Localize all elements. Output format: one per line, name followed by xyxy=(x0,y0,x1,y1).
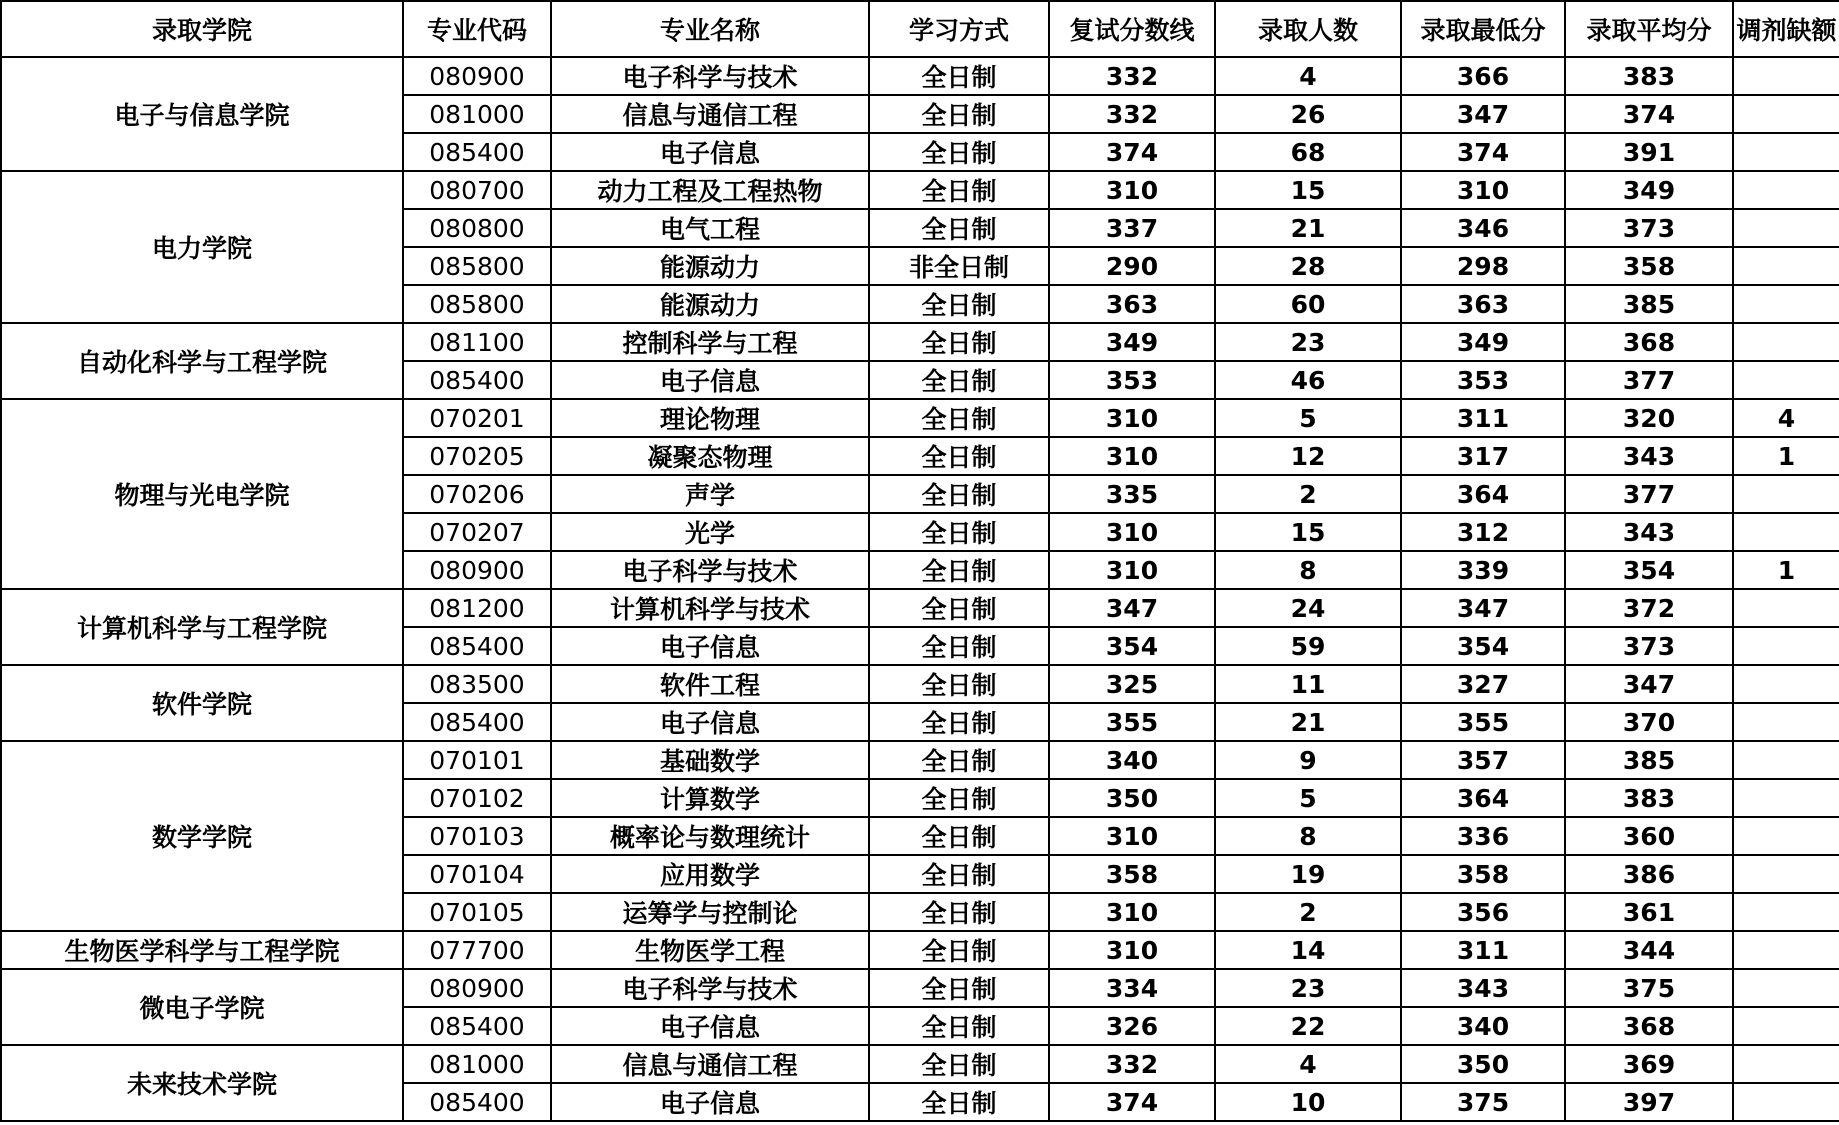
retest-cutoff-cell: 363 xyxy=(1049,285,1215,323)
retest-cutoff-cell: 335 xyxy=(1049,475,1215,513)
study-mode-cell: 全日制 xyxy=(869,361,1049,399)
admitted-count-cell: 12 xyxy=(1215,437,1401,475)
avg-score-cell: 374 xyxy=(1565,95,1733,133)
retest-cutoff-cell: 332 xyxy=(1049,57,1215,95)
major-code-cell: 080900 xyxy=(403,57,551,95)
retest-cutoff-cell: 310 xyxy=(1049,171,1215,209)
transfer-vacancy-cell xyxy=(1733,171,1839,209)
retest-cutoff-cell: 350 xyxy=(1049,779,1215,817)
study-mode-cell: 全日制 xyxy=(869,513,1049,551)
major-name-cell: 应用数学 xyxy=(551,855,869,893)
college-cell: 数学学院 xyxy=(1,741,403,931)
admitted-count-cell: 8 xyxy=(1215,551,1401,589)
major-code-cell: 081000 xyxy=(403,95,551,133)
transfer-vacancy-cell xyxy=(1733,209,1839,247)
retest-cutoff-cell: 340 xyxy=(1049,741,1215,779)
header-major-code: 专业代码 xyxy=(403,1,551,57)
major-code-cell: 085400 xyxy=(403,133,551,171)
retest-cutoff-cell: 353 xyxy=(1049,361,1215,399)
study-mode-cell: 全日制 xyxy=(869,209,1049,247)
min-score-cell: 364 xyxy=(1401,475,1565,513)
min-score-cell: 311 xyxy=(1401,931,1565,969)
retest-cutoff-cell: 349 xyxy=(1049,323,1215,361)
table-body xyxy=(1,57,1839,1121)
min-score-cell: 310 xyxy=(1401,171,1565,209)
avg-score-cell: 383 xyxy=(1565,779,1733,817)
study-mode-cell: 全日制 xyxy=(869,171,1049,209)
transfer-vacancy-cell xyxy=(1733,665,1839,703)
avg-score-cell: 354 xyxy=(1565,551,1733,589)
table-row xyxy=(1,741,1839,779)
admitted-count-cell: 60 xyxy=(1215,285,1401,323)
admitted-count-cell: 15 xyxy=(1215,513,1401,551)
avg-score-cell: 385 xyxy=(1565,741,1733,779)
transfer-vacancy-cell xyxy=(1733,247,1839,285)
retest-cutoff-cell: 347 xyxy=(1049,589,1215,627)
major-code-cell: 085400 xyxy=(403,703,551,741)
major-name-cell: 电子信息 xyxy=(551,361,869,399)
admitted-count-cell: 28 xyxy=(1215,247,1401,285)
min-score-cell: 311 xyxy=(1401,399,1565,437)
admitted-count-cell: 8 xyxy=(1215,817,1401,855)
transfer-vacancy-cell xyxy=(1733,627,1839,665)
transfer-vacancy-cell xyxy=(1733,969,1839,1007)
min-score-cell: 355 xyxy=(1401,703,1565,741)
table-row xyxy=(1,171,1839,209)
study-mode-cell: 全日制 xyxy=(869,133,1049,171)
study-mode-cell: 全日制 xyxy=(869,95,1049,133)
admitted-count-cell: 5 xyxy=(1215,399,1401,437)
min-score-cell: 375 xyxy=(1401,1083,1565,1121)
major-name-cell: 电子信息 xyxy=(551,1007,869,1045)
transfer-vacancy-cell xyxy=(1733,513,1839,551)
major-name-cell: 计算机科学与技术 xyxy=(551,589,869,627)
major-name-cell: 计算数学 xyxy=(551,779,869,817)
study-mode-cell: 全日制 xyxy=(869,475,1049,513)
study-mode-cell: 全日制 xyxy=(869,1083,1049,1121)
header-admitted-count: 录取人数 xyxy=(1215,1,1401,57)
study-mode-cell: 全日制 xyxy=(869,1007,1049,1045)
study-mode-cell: 全日制 xyxy=(869,665,1049,703)
avg-score-cell: 386 xyxy=(1565,855,1733,893)
admitted-count-cell: 21 xyxy=(1215,209,1401,247)
major-name-cell: 信息与通信工程 xyxy=(551,1045,869,1083)
avg-score-cell: 368 xyxy=(1565,323,1733,361)
study-mode-cell: 全日制 xyxy=(869,855,1049,893)
admitted-count-cell: 26 xyxy=(1215,95,1401,133)
major-code-cell: 085400 xyxy=(403,361,551,399)
study-mode-cell: 全日制 xyxy=(869,57,1049,95)
admitted-count-cell: 23 xyxy=(1215,323,1401,361)
min-score-cell: 354 xyxy=(1401,627,1565,665)
avg-score-cell: 343 xyxy=(1565,437,1733,475)
retest-cutoff-cell: 332 xyxy=(1049,1045,1215,1083)
avg-score-cell: 383 xyxy=(1565,57,1733,95)
table-row xyxy=(1,969,1839,1007)
major-code-cell: 070105 xyxy=(403,893,551,931)
avg-score-cell: 368 xyxy=(1565,1007,1733,1045)
retest-cutoff-cell: 326 xyxy=(1049,1007,1215,1045)
major-name-cell: 信息与通信工程 xyxy=(551,95,869,133)
major-name-cell: 能源动力 xyxy=(551,247,869,285)
table-row xyxy=(1,589,1839,627)
header-major-name: 专业名称 xyxy=(551,1,869,57)
header-retest-cutoff: 复试分数线 xyxy=(1049,1,1215,57)
admitted-count-cell: 24 xyxy=(1215,589,1401,627)
min-score-cell: 339 xyxy=(1401,551,1565,589)
study-mode-cell: 全日制 xyxy=(869,437,1049,475)
admitted-count-cell: 15 xyxy=(1215,171,1401,209)
major-name-cell: 电气工程 xyxy=(551,209,869,247)
min-score-cell: 349 xyxy=(1401,323,1565,361)
transfer-vacancy-cell: 1 xyxy=(1733,551,1839,589)
college-cell: 生物医学科学与工程学院 xyxy=(1,931,403,969)
avg-score-cell: 372 xyxy=(1565,589,1733,627)
avg-score-cell: 349 xyxy=(1565,171,1733,209)
college-cell: 电力学院 xyxy=(1,171,403,323)
admitted-count-cell: 10 xyxy=(1215,1083,1401,1121)
college-cell: 自动化科学与工程学院 xyxy=(1,323,403,399)
avg-score-cell: 370 xyxy=(1565,703,1733,741)
table-row xyxy=(1,1045,1839,1083)
transfer-vacancy-cell xyxy=(1733,1083,1839,1121)
retest-cutoff-cell: 374 xyxy=(1049,133,1215,171)
table-row xyxy=(1,931,1839,969)
study-mode-cell: 全日制 xyxy=(869,893,1049,931)
admitted-count-cell: 4 xyxy=(1215,57,1401,95)
major-name-cell: 理论物理 xyxy=(551,399,869,437)
college-cell: 软件学院 xyxy=(1,665,403,741)
min-score-cell: 374 xyxy=(1401,133,1565,171)
avg-score-cell: 320 xyxy=(1565,399,1733,437)
admitted-count-cell: 9 xyxy=(1215,741,1401,779)
study-mode-cell: 非全日制 xyxy=(869,247,1049,285)
table-row xyxy=(1,399,1839,437)
major-name-cell: 概率论与数理统计 xyxy=(551,817,869,855)
major-code-cell: 083500 xyxy=(403,665,551,703)
study-mode-cell: 全日制 xyxy=(869,931,1049,969)
header-avg-score: 录取平均分 xyxy=(1565,1,1733,57)
avg-score-cell: 360 xyxy=(1565,817,1733,855)
retest-cutoff-cell: 325 xyxy=(1049,665,1215,703)
study-mode-cell: 全日制 xyxy=(869,779,1049,817)
major-code-cell: 070201 xyxy=(403,399,551,437)
avg-score-cell: 375 xyxy=(1565,969,1733,1007)
table-row xyxy=(1,57,1839,95)
min-score-cell: 363 xyxy=(1401,285,1565,323)
transfer-vacancy-cell xyxy=(1733,589,1839,627)
major-code-cell: 070101 xyxy=(403,741,551,779)
transfer-vacancy-cell xyxy=(1733,779,1839,817)
min-score-cell: 358 xyxy=(1401,855,1565,893)
study-mode-cell: 全日制 xyxy=(869,969,1049,1007)
major-code-cell: 085400 xyxy=(403,1007,551,1045)
admitted-count-cell: 23 xyxy=(1215,969,1401,1007)
major-code-cell: 085400 xyxy=(403,1083,551,1121)
transfer-vacancy-cell xyxy=(1733,817,1839,855)
study-mode-cell: 全日制 xyxy=(869,627,1049,665)
retest-cutoff-cell: 290 xyxy=(1049,247,1215,285)
retest-cutoff-cell: 334 xyxy=(1049,969,1215,1007)
major-name-cell: 光学 xyxy=(551,513,869,551)
min-score-cell: 357 xyxy=(1401,741,1565,779)
major-name-cell: 声学 xyxy=(551,475,869,513)
min-score-cell: 366 xyxy=(1401,57,1565,95)
retest-cutoff-cell: 358 xyxy=(1049,855,1215,893)
major-code-cell: 081200 xyxy=(403,589,551,627)
retest-cutoff-cell: 310 xyxy=(1049,513,1215,551)
transfer-vacancy-cell xyxy=(1733,475,1839,513)
major-code-cell: 077700 xyxy=(403,931,551,969)
major-name-cell: 电子信息 xyxy=(551,133,869,171)
avg-score-cell: 373 xyxy=(1565,209,1733,247)
transfer-vacancy-cell xyxy=(1733,855,1839,893)
major-code-cell: 070102 xyxy=(403,779,551,817)
major-code-cell: 070103 xyxy=(403,817,551,855)
transfer-vacancy-cell xyxy=(1733,1007,1839,1045)
major-name-cell: 电子科学与技术 xyxy=(551,57,869,95)
retest-cutoff-cell: 354 xyxy=(1049,627,1215,665)
study-mode-cell: 全日制 xyxy=(869,323,1049,361)
table-row xyxy=(1,323,1839,361)
study-mode-cell: 全日制 xyxy=(869,551,1049,589)
major-name-cell: 电子信息 xyxy=(551,703,869,741)
min-score-cell: 327 xyxy=(1401,665,1565,703)
header-college: 录取学院 xyxy=(1,1,403,57)
retest-cutoff-cell: 310 xyxy=(1049,437,1215,475)
transfer-vacancy-cell xyxy=(1733,1045,1839,1083)
avg-score-cell: 344 xyxy=(1565,931,1733,969)
transfer-vacancy-cell: 1 xyxy=(1733,437,1839,475)
transfer-vacancy-cell xyxy=(1733,931,1839,969)
admitted-count-cell: 21 xyxy=(1215,703,1401,741)
avg-score-cell: 343 xyxy=(1565,513,1733,551)
college-cell: 计算机科学与工程学院 xyxy=(1,589,403,665)
retest-cutoff-cell: 337 xyxy=(1049,209,1215,247)
major-code-cell: 070104 xyxy=(403,855,551,893)
major-code-cell: 070205 xyxy=(403,437,551,475)
major-name-cell: 电子科学与技术 xyxy=(551,551,869,589)
major-code-cell: 070207 xyxy=(403,513,551,551)
study-mode-cell: 全日制 xyxy=(869,399,1049,437)
study-mode-cell: 全日制 xyxy=(869,741,1049,779)
major-code-cell: 070206 xyxy=(403,475,551,513)
college-cell: 物理与光电学院 xyxy=(1,399,403,589)
major-code-cell: 080900 xyxy=(403,551,551,589)
major-name-cell: 电子信息 xyxy=(551,1083,869,1121)
major-code-cell: 080700 xyxy=(403,171,551,209)
min-score-cell: 347 xyxy=(1401,95,1565,133)
admitted-count-cell: 2 xyxy=(1215,893,1401,931)
admitted-count-cell: 46 xyxy=(1215,361,1401,399)
admitted-count-cell: 5 xyxy=(1215,779,1401,817)
transfer-vacancy-cell xyxy=(1733,893,1839,931)
study-mode-cell: 全日制 xyxy=(869,285,1049,323)
avg-score-cell: 385 xyxy=(1565,285,1733,323)
min-score-cell: 353 xyxy=(1401,361,1565,399)
min-score-cell: 356 xyxy=(1401,893,1565,931)
header-min-score: 录取最低分 xyxy=(1401,1,1565,57)
study-mode-cell: 全日制 xyxy=(869,1045,1049,1083)
admitted-count-cell: 2 xyxy=(1215,475,1401,513)
college-cell: 未来技术学院 xyxy=(1,1045,403,1121)
header-transfer-vacancy: 调剂缺额 xyxy=(1733,1,1839,57)
avg-score-cell: 397 xyxy=(1565,1083,1733,1121)
major-name-cell: 运筹学与控制论 xyxy=(551,893,869,931)
admitted-count-cell: 68 xyxy=(1215,133,1401,171)
retest-cutoff-cell: 310 xyxy=(1049,931,1215,969)
retest-cutoff-cell: 332 xyxy=(1049,95,1215,133)
transfer-vacancy-cell xyxy=(1733,703,1839,741)
min-score-cell: 312 xyxy=(1401,513,1565,551)
major-name-cell: 电子科学与技术 xyxy=(551,969,869,1007)
header-study-mode: 学习方式 xyxy=(869,1,1049,57)
avg-score-cell: 391 xyxy=(1565,133,1733,171)
admitted-count-cell: 14 xyxy=(1215,931,1401,969)
major-code-cell: 081100 xyxy=(403,323,551,361)
major-name-cell: 动力工程及工程热物 xyxy=(551,171,869,209)
transfer-vacancy-cell xyxy=(1733,95,1839,133)
transfer-vacancy-cell xyxy=(1733,741,1839,779)
major-name-cell: 电子信息 xyxy=(551,627,869,665)
avg-score-cell: 347 xyxy=(1565,665,1733,703)
major-code-cell: 085800 xyxy=(403,247,551,285)
transfer-vacancy-cell xyxy=(1733,133,1839,171)
college-cell: 微电子学院 xyxy=(1,969,403,1045)
major-code-cell: 080800 xyxy=(403,209,551,247)
avg-score-cell: 358 xyxy=(1565,247,1733,285)
retest-cutoff-cell: 355 xyxy=(1049,703,1215,741)
retest-cutoff-cell: 310 xyxy=(1049,399,1215,437)
avg-score-cell: 377 xyxy=(1565,361,1733,399)
major-name-cell: 控制科学与工程 xyxy=(551,323,869,361)
header-row xyxy=(1,1,1839,57)
retest-cutoff-cell: 310 xyxy=(1049,893,1215,931)
avg-score-cell: 377 xyxy=(1565,475,1733,513)
study-mode-cell: 全日制 xyxy=(869,589,1049,627)
major-name-cell: 基础数学 xyxy=(551,741,869,779)
study-mode-cell: 全日制 xyxy=(869,703,1049,741)
min-score-cell: 343 xyxy=(1401,969,1565,1007)
min-score-cell: 364 xyxy=(1401,779,1565,817)
admitted-count-cell: 11 xyxy=(1215,665,1401,703)
major-code-cell: 085800 xyxy=(403,285,551,323)
transfer-vacancy-cell: 4 xyxy=(1733,399,1839,437)
avg-score-cell: 373 xyxy=(1565,627,1733,665)
major-name-cell: 生物医学工程 xyxy=(551,931,869,969)
avg-score-cell: 369 xyxy=(1565,1045,1733,1083)
transfer-vacancy-cell xyxy=(1733,323,1839,361)
study-mode-cell: 全日制 xyxy=(869,817,1049,855)
retest-cutoff-cell: 310 xyxy=(1049,817,1215,855)
retest-cutoff-cell: 310 xyxy=(1049,551,1215,589)
table-row xyxy=(1,665,1839,703)
major-code-cell: 085400 xyxy=(403,627,551,665)
major-name-cell: 凝聚态物理 xyxy=(551,437,869,475)
min-score-cell: 298 xyxy=(1401,247,1565,285)
major-code-cell: 081000 xyxy=(403,1045,551,1083)
min-score-cell: 317 xyxy=(1401,437,1565,475)
min-score-cell: 336 xyxy=(1401,817,1565,855)
transfer-vacancy-cell xyxy=(1733,361,1839,399)
retest-cutoff-cell: 374 xyxy=(1049,1083,1215,1121)
admitted-count-cell: 59 xyxy=(1215,627,1401,665)
admitted-count-cell: 19 xyxy=(1215,855,1401,893)
major-code-cell: 080900 xyxy=(403,969,551,1007)
min-score-cell: 340 xyxy=(1401,1007,1565,1045)
min-score-cell: 347 xyxy=(1401,589,1565,627)
major-name-cell: 能源动力 xyxy=(551,285,869,323)
min-score-cell: 350 xyxy=(1401,1045,1565,1083)
college-cell: 电子与信息学院 xyxy=(1,57,403,171)
admitted-count-cell: 22 xyxy=(1215,1007,1401,1045)
transfer-vacancy-cell xyxy=(1733,285,1839,323)
major-name-cell: 软件工程 xyxy=(551,665,869,703)
transfer-vacancy-cell xyxy=(1733,57,1839,95)
avg-score-cell: 361 xyxy=(1565,893,1733,931)
admitted-count-cell: 4 xyxy=(1215,1045,1401,1083)
min-score-cell: 346 xyxy=(1401,209,1565,247)
